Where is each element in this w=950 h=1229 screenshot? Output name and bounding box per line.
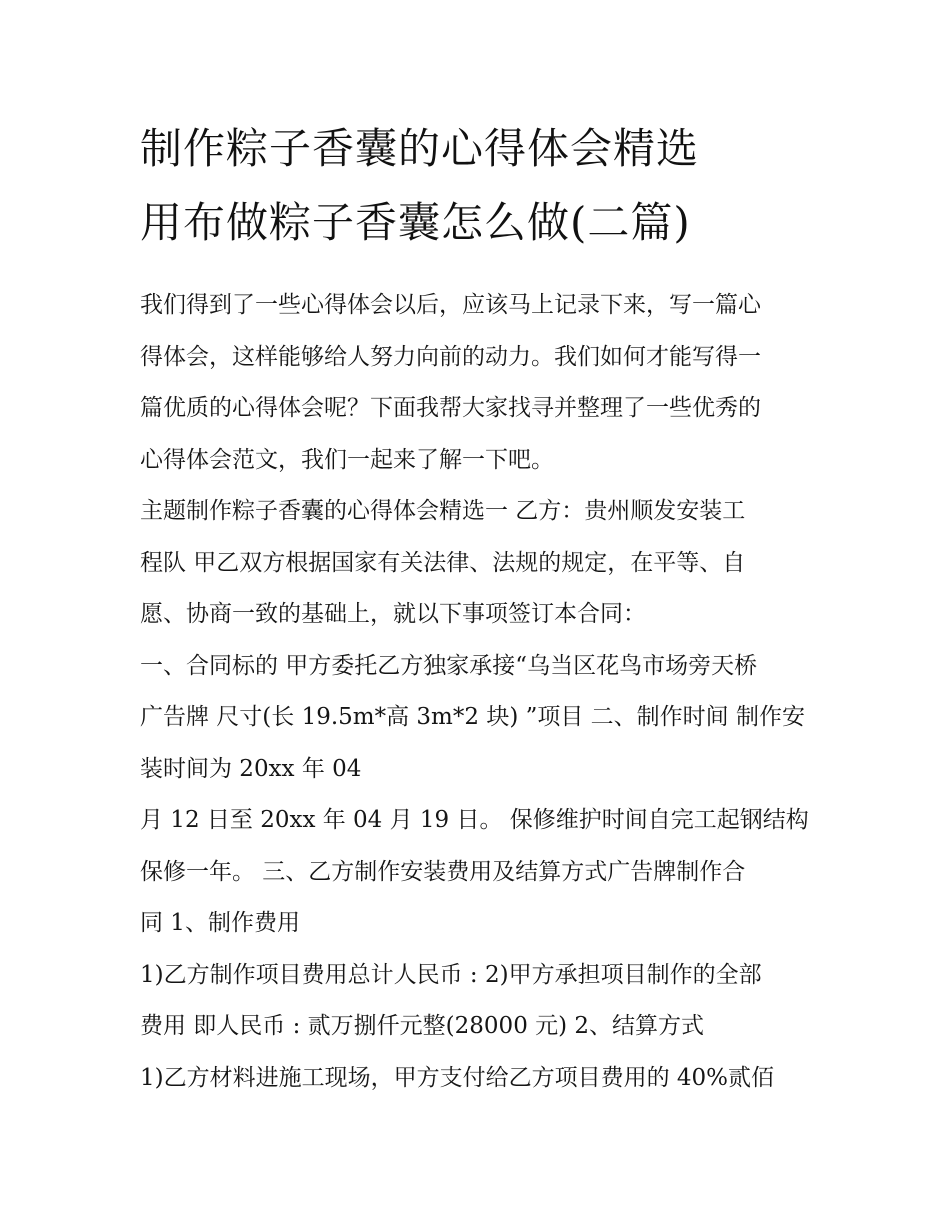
text-line: 费用 即人民币 : 贰万捌仟元整(28000 元) 2、结算方式 <box>140 1013 705 1039</box>
text-line: 保修一年。 三、乙方制作安装费用及结算方式广告牌制作合 <box>140 858 746 885</box>
text-line: 篇优质的心得体会呢？下面我帮大家找寻并整理了一些优秀的 <box>140 395 761 421</box>
text-line: 1)乙方制作项目费用总计人民币 : 2)甲方承担项目制作的全部 <box>140 961 762 988</box>
text-line: 装时间为 20xx 年 04 <box>140 755 362 782</box>
document-title <box>140 112 820 260</box>
paragraph-subject <box>140 641 820 796</box>
document-body <box>140 280 820 1104</box>
paragraph-fees <box>140 950 820 1053</box>
text-line: 愿、协商一致的基础上，就以下事项签订本合同： <box>140 601 646 627</box>
title-line: 制作粽子香囊的心得体会精选 <box>140 124 700 173</box>
text-line: 主题制作粽子香囊的心得体会精选一 乙方：贵州顺发安装工 <box>140 498 746 524</box>
title-line: 用布做粽子香囊怎么做(二篇) <box>140 198 691 247</box>
text-line: 广告牌 尺寸(长 19.5m*高 3m*2 块) ”项目 二、制作时间 制作安 <box>140 704 805 730</box>
text-line: 1)乙方材料进施工现场，甲方支付给乙方项目费用的 40%贰佰 <box>140 1064 775 1091</box>
paragraph-settlement <box>140 1053 820 1105</box>
text-line: 月 12 日至 20xx 年 04 月 19 日。 保修维护时间自完工起钢结构 <box>140 807 809 833</box>
text-line: 得体会，这样能够给人努力向前的动力。我们如何才能写得一 <box>140 343 761 370</box>
paragraph-parties <box>140 486 820 641</box>
text-line: 我们得到了一些心得体会以后，应该马上记录下来，写一篇心 <box>140 292 761 318</box>
text-line: 一、合同标的 甲方委托乙方独家承接“乌当区花鸟市场旁天桥 <box>140 652 758 679</box>
text-line: 程队 甲乙双方根据国家有关法律、法规的规定，在平等、自 <box>140 549 746 576</box>
text-line: 同 1、制作费用 <box>140 910 300 936</box>
paragraph-intro <box>140 280 820 486</box>
paragraph-schedule <box>140 795 820 950</box>
text-line: 心得体会范文，我们一起来了解一下吧。 <box>140 446 554 473</box>
